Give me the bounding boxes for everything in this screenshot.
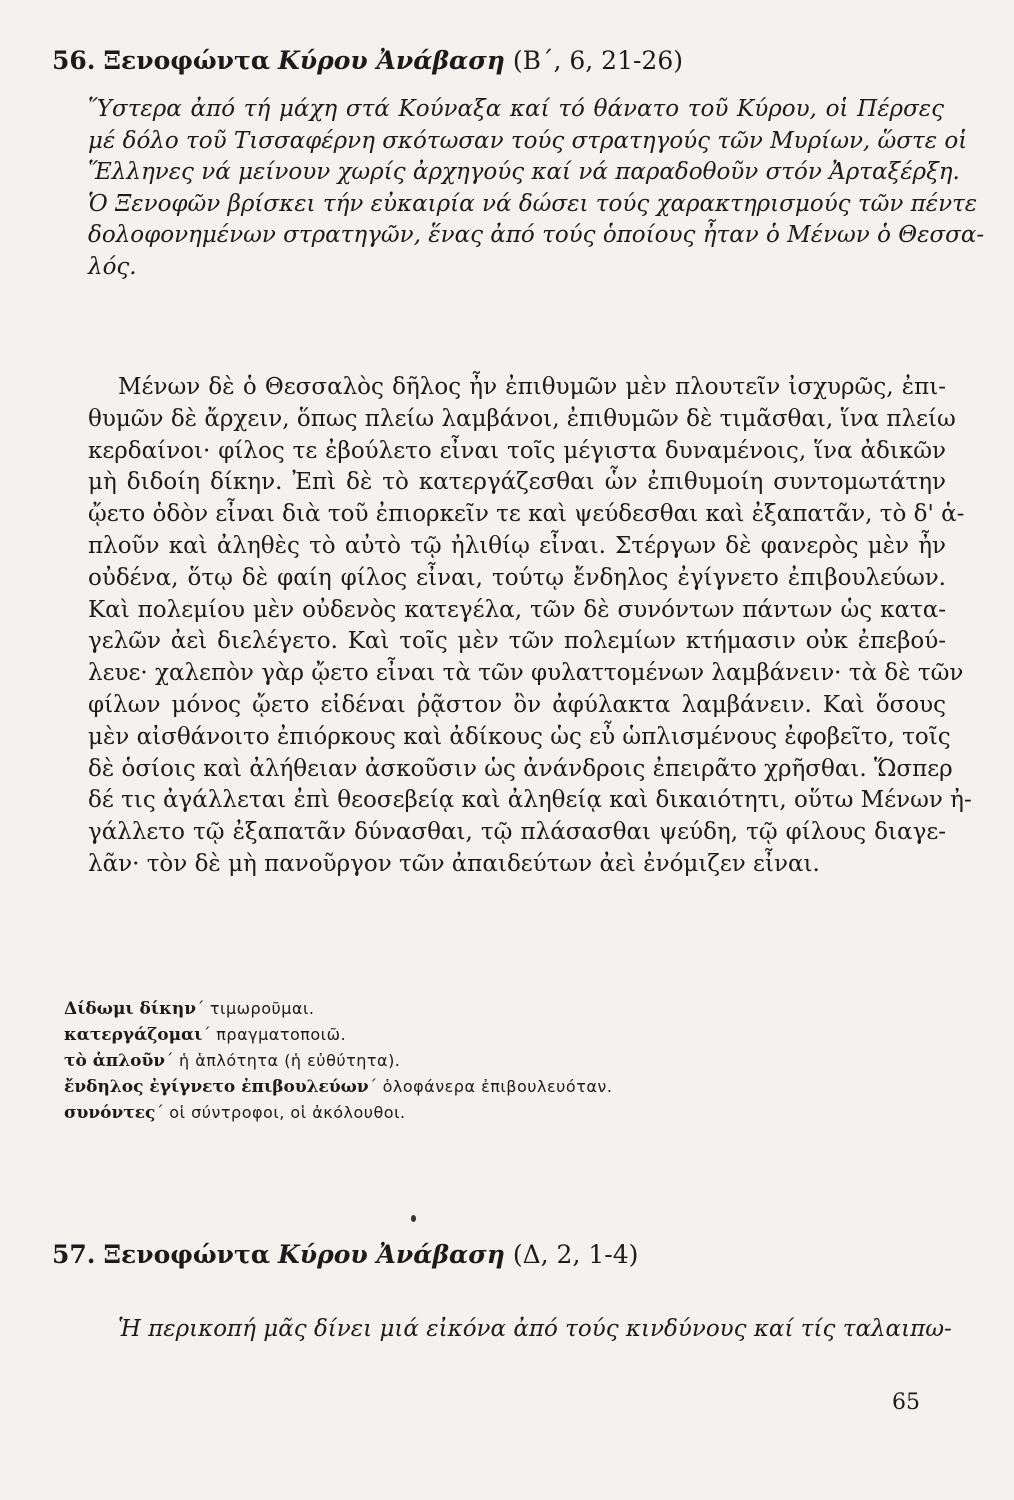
- text-line: λᾶν· τὸν δὲ μὴ πανοῦργον τῶν ἀπαιδεύτων ἀεὶ ἐνόμιζεν εἶναι.: [88, 850, 820, 877]
- section-56-introduction: [88, 94, 985, 283]
- intro-line: Ἕλληνες νά μείνουν χωρίς ἀρχηγούς καί νά παραδοθοῦν στόν Ἀρταξέρξη.: [88, 159, 960, 185]
- glossary-entry: τὸ ἁπλοῦν΄ ἡ ἁπλότητα (ἡ εὐθύτητα).: [64, 1051, 401, 1071]
- glossary-entry: ἔνδηλος ἐγίγνετο ἐπιβουλεύων΄ ὁλοφάνερα ἐπιβουλευόταν.: [64, 1077, 613, 1097]
- glossary-term: τὸ ἁπλοῦν: [64, 1051, 166, 1071]
- ancient-greek-text: [88, 372, 972, 881]
- intro-line: δολοφονημένων στρατηγῶν, ἕνας ἀπό τούς ὁποίους ἦταν ὁ Μένων ὁ Θεσσα-: [88, 222, 985, 248]
- glossary-term: συνόντες: [64, 1103, 156, 1123]
- text-line: μὲν αἰσθάνοιτο ἐπιόρκους καὶ ἀδίκους ὡς εὖ ὡπλισμένους ἐφοβεῖτο, τοῖς: [88, 723, 951, 750]
- glossary-definition: οἱ σύντροφοι, οἱ ἀκόλουθοι.: [169, 1103, 406, 1122]
- text-line: γελῶν ἀεὶ διελέγετο. Καὶ τοῖς μὲν τῶν πολεμίων κτήμασιν οὐκ ἐπεβού-: [88, 628, 946, 655]
- glossary-definition: ὁλοφάνερα ἐπιβουλευόταν.: [382, 1077, 613, 1096]
- text-line: οὐδένα, ὅτῳ δὲ φαίη φίλος εἶναι, τούτῳ ἔνδηλος ἐγίγνετο ἐπιβουλεύων.: [88, 564, 946, 591]
- text-line: πλοῦν καὶ ἀληθὲς τὸ αὐτὸ τῷ ἠλιθίῳ εἶναι. Στέργων δὲ φανερὸς μὲν ἦν: [88, 532, 946, 559]
- section-57-introduction: Ἡ περικοπή μᾶς δίνει μιά εἰκόνα ἀπό τούς κινδύνους καί τίς ταλαιπω-: [118, 1316, 952, 1342]
- text-line: δὲ ὁσίοις καὶ ἀλήθειαν ἀσκοῦσιν ὡς ἀνάνδροις ἐπειρᾶτο χρῆσθαι. Ὥσπερ: [88, 755, 953, 782]
- text-line: φίλων μόνος ᾤετο εἰδέναι ῥᾷστον ὂν ἀφύλακτα λαμβάνειν. Καὶ ὅσους: [88, 691, 946, 718]
- section-work-title: Κύρου Ἀνάβαση: [278, 1240, 505, 1269]
- section-56-heading: [52, 46, 683, 75]
- section-reference: (Β΄, 6, 21-26): [512, 46, 684, 75]
- glossary-term: κατεργάζομαι: [64, 1025, 203, 1045]
- print-mark: [411, 1215, 416, 1222]
- text-line: θυμῶν δὲ ἄρχειν, ὅπως πλείω λαμβάνοι, ἐπιθυμῶν δὲ τιμᾶσθαι, ἵνα πλείω: [88, 405, 956, 432]
- page-number: 65: [892, 1390, 920, 1415]
- text-line: Μένων δὲ ὁ Θεσσαλὸς δῆλος ἦν ἐπιθυμῶν μὲν πλουτεῖν ἰσχυρῶς, ἐπι-: [118, 374, 946, 400]
- text-line: γάλλετο τῷ ἐξαπατᾶν δύνασθαι, τῷ πλάσασθαι ψεύδη, τῷ φίλους διαγε-: [88, 819, 946, 846]
- glossary-entry: Δίδωμι δίκην΄ τιμωροῦμαι.: [64, 999, 315, 1019]
- section-reference: (Δ, 2, 1-4): [512, 1240, 639, 1269]
- section-57-heading: [52, 1240, 638, 1269]
- intro-line: μέ δόλο τοῦ Τισσαφέρνη σκότωσαν τούς στρατηγούς τῶν Μυρίων, ὥστε οἱ: [88, 127, 968, 154]
- text-line: Καὶ πολεμίου μὲν οὐδενὸς κατεγέλα, τῶν δὲ συνόντων πάντων ὡς κατα-: [88, 596, 946, 623]
- intro-line: Ὕστερα ἀπό τή μάχη στά Κούναξα καί τό θάνατο τοῦ Κύρου, οἱ Πέρσες: [88, 96, 944, 122]
- glossary-term: ἔνδηλος ἐγίγνετο ἐπιβουλεύων: [64, 1077, 369, 1097]
- glossary-definition: ἡ ἁπλότητα (ἡ εὐθύτητα).: [178, 1051, 401, 1070]
- intro-line: λός.: [88, 253, 137, 280]
- glossary-entry: συνόντες΄ οἱ σύντροφοι, οἱ ἀκόλουθοι.: [64, 1103, 406, 1123]
- section-number: 56.: [52, 46, 96, 75]
- text-line: κερδαίνοι· φίλος τε ἐβούλετο εἶναι τοῖς μέγιστα δυναμένοις, ἵνα ἀδικῶν: [88, 437, 946, 464]
- text-line: ᾤετο ὁδὸν εἶναι διὰ τοῦ ἐπιορκεῖν τε καὶ ψεύδεσθαι καὶ ἐξαπατᾶν, τὸ δ' ἁ-: [88, 501, 965, 528]
- section-author: Ξενοφώντα: [103, 46, 271, 75]
- section-number: 57.: [52, 1240, 96, 1269]
- glossary-definition: πραγματοποιῶ.: [216, 1025, 347, 1044]
- text-line: μὴ διδοίη δίκην. Ἐπὶ δὲ τὸ κατεργάζεσθαι ὧν ἐπιθυμοίη συντομωτάτην: [88, 469, 946, 496]
- glossary: [64, 996, 784, 1126]
- section-author: Ξενοφώντα: [103, 1240, 271, 1269]
- text-line: λευε· χαλεπὸν γὰρ ᾤετο εἶναι τὰ τῶν φυλαττομένων λαμβάνειν· τὰ δὲ τῶν: [88, 660, 964, 687]
- glossary-entry: κατεργάζομαι΄ πραγματοποιῶ.: [64, 1025, 347, 1045]
- glossary-term: Δίδωμι δίκην: [64, 999, 196, 1019]
- section-work-title: Κύρου Ἀνάβαση: [278, 46, 505, 75]
- intro-line: Ὁ Ξενοφῶν βρίσκει τήν εὐκαιρία νά δώσει τούς χαρακτηρισμούς τῶν πέντε: [88, 190, 978, 217]
- glossary-definition: τιμωροῦμαι.: [209, 999, 315, 1018]
- text-line: δέ τις ἀγάλλεται ἐπὶ θεοσεβείᾳ καὶ ἀληθείᾳ καὶ δικαιότητι, οὕτω Μένων ἠ-: [88, 787, 972, 814]
